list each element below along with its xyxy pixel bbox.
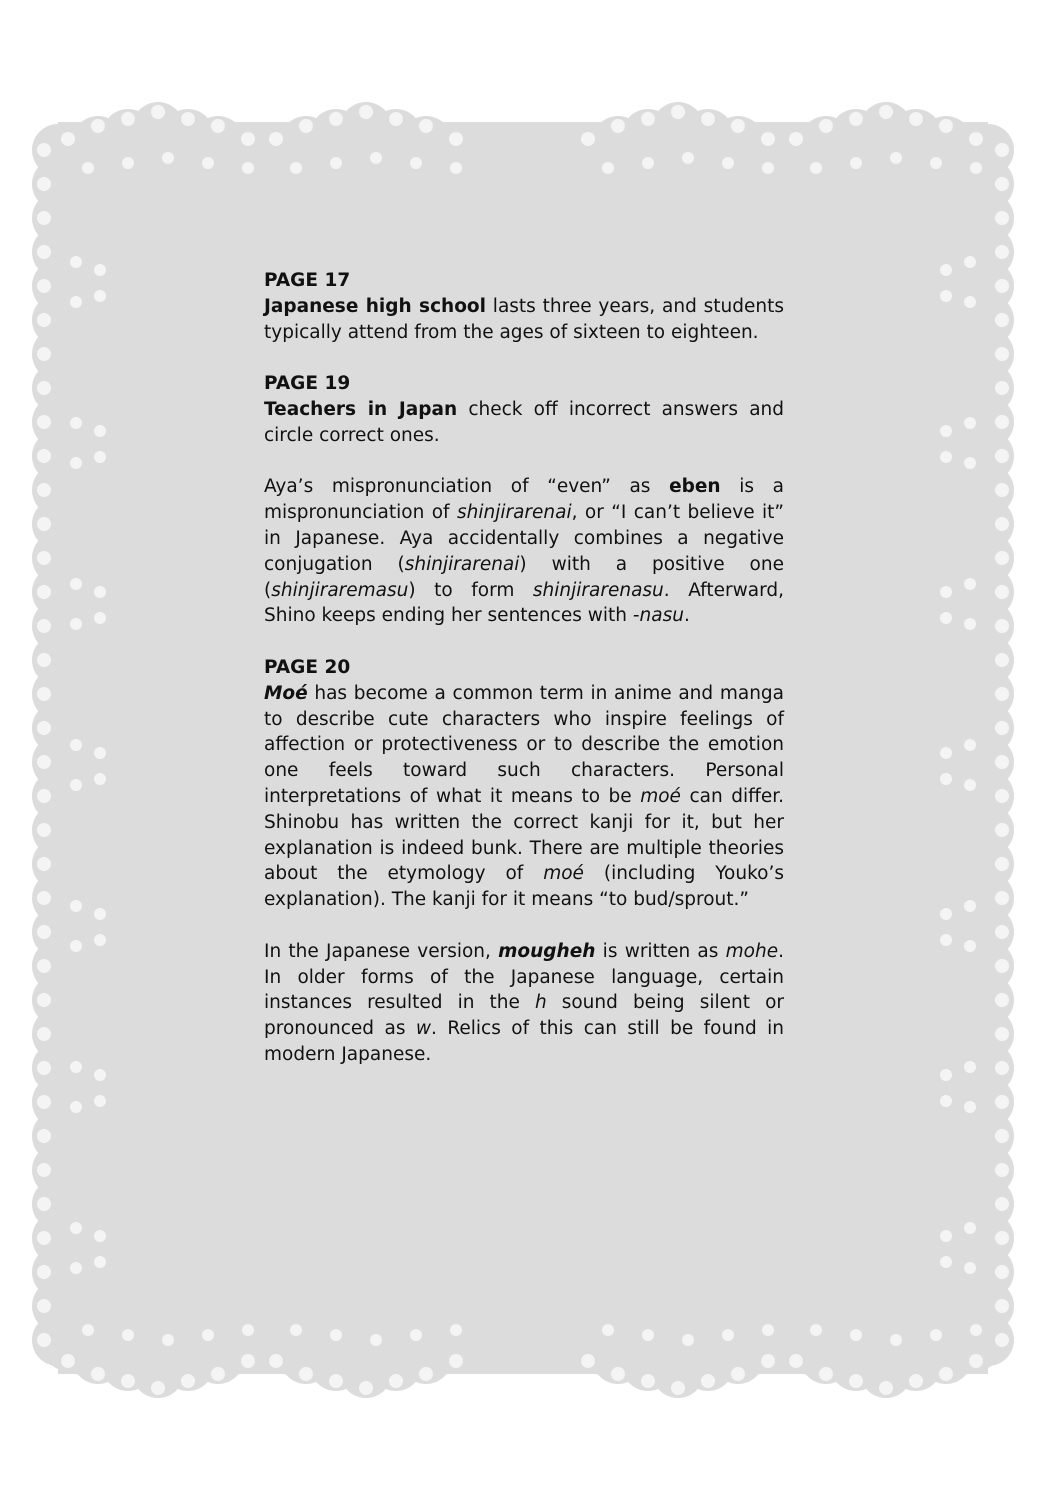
emphasis-term: shinjirarenai — [404, 553, 520, 575]
lace-dot — [37, 1265, 51, 1279]
lace-dot — [810, 162, 822, 174]
lace-dot — [70, 739, 82, 751]
lace-dot — [94, 1069, 106, 1081]
lace-dot — [410, 1329, 422, 1341]
lace-dot — [330, 157, 342, 169]
lace-dot — [995, 891, 1009, 905]
lace-dot — [970, 1324, 982, 1336]
emphasis-term: shinjiraremasu — [271, 579, 409, 601]
lace-dot — [450, 1324, 462, 1336]
emphasis-term: mohe — [725, 940, 779, 962]
lace-dot — [121, 112, 135, 126]
lace-dot — [969, 1354, 983, 1368]
lace-dot — [370, 1334, 382, 1346]
lace-dot — [722, 157, 734, 169]
lace-dot — [419, 1367, 433, 1381]
lace-dot — [202, 157, 214, 169]
lace-dot — [995, 1163, 1009, 1177]
lace-dot — [995, 789, 1009, 803]
lace-dot — [269, 132, 283, 146]
page-heading: PAGE 17 — [264, 270, 351, 291]
lace-dot — [995, 1333, 1009, 1347]
lace-dot — [964, 1222, 976, 1234]
lace-dot — [37, 585, 51, 599]
lace-dot — [94, 747, 106, 759]
lace-dot — [70, 940, 82, 952]
lace-dot — [94, 934, 106, 946]
lace-dot — [995, 551, 1009, 565]
lace-dot — [37, 313, 51, 327]
lace-dot — [789, 1354, 803, 1368]
note-paragraph — [264, 939, 784, 1068]
lace-dot — [940, 612, 952, 624]
lace-dot — [810, 1324, 822, 1336]
emphasis-term: Japanese high school — [264, 295, 486, 317]
lace-dot — [995, 483, 1009, 497]
lace-dot — [37, 1095, 51, 1109]
lace-dot — [70, 618, 82, 630]
lace-dot — [940, 1256, 952, 1268]
lace-dot — [242, 1324, 254, 1336]
lace-dot — [37, 959, 51, 973]
lace-dot — [241, 132, 255, 146]
lace-dot — [211, 1367, 225, 1381]
lace-dot — [940, 1230, 952, 1242]
lace-dot — [995, 177, 1009, 191]
lace-dot — [890, 1334, 902, 1346]
lace-dot — [91, 1367, 105, 1381]
lace-dot — [641, 112, 655, 126]
emphasis-term: Moé — [264, 682, 308, 704]
lace-dot — [995, 959, 1009, 973]
lace-dot — [879, 105, 893, 119]
lace-dot — [70, 1262, 82, 1274]
lace-dot — [930, 1329, 942, 1341]
lace-dot — [940, 908, 952, 920]
lace-dot — [940, 934, 952, 946]
lace-dot — [964, 256, 976, 268]
lace-dot — [964, 457, 976, 469]
lace-dot — [964, 739, 976, 751]
lace-dot — [37, 1197, 51, 1211]
lace-dot — [37, 1061, 51, 1075]
lace-dot — [94, 425, 106, 437]
lace-dot — [940, 290, 952, 302]
lace-dot — [995, 1299, 1009, 1313]
lace-dot — [37, 1027, 51, 1041]
lace-dot — [94, 908, 106, 920]
lace-dot — [819, 119, 833, 133]
lace-dot — [995, 143, 1009, 157]
lace-dot — [940, 264, 952, 276]
lace-dot — [671, 1381, 685, 1395]
emphasis-term: moé — [640, 785, 681, 807]
lace-dot — [701, 112, 715, 126]
lace-dot — [762, 162, 774, 174]
lace-dot — [581, 1354, 595, 1368]
lace-dot — [995, 823, 1009, 837]
lace-dot — [162, 152, 174, 164]
lace-dot — [37, 1299, 51, 1313]
lace-dot — [70, 256, 82, 268]
lace-dot — [671, 105, 685, 119]
text-run: is a mispronunciation of — [264, 476, 784, 524]
lace-dot — [94, 586, 106, 598]
lace-dot — [450, 162, 462, 174]
lace-dot — [241, 1354, 255, 1368]
lace-dot — [269, 1354, 283, 1368]
emphasis-term: eben — [669, 476, 721, 498]
lace-dot — [94, 451, 106, 463]
lace-dot — [37, 279, 51, 293]
lace-dot — [37, 347, 51, 361]
lace-dot — [939, 119, 953, 133]
lace-dot — [642, 1329, 654, 1341]
lace-dot — [995, 721, 1009, 735]
emphasis-term: shinjirarenai — [456, 502, 572, 524]
lace-dot — [94, 773, 106, 785]
lace-dot — [70, 578, 82, 590]
lace-dot — [94, 612, 106, 624]
lace-dot — [82, 1324, 94, 1336]
lace-dot — [389, 112, 403, 126]
text-run: In the Japanese version, — [264, 940, 499, 962]
text-run: check off incorrect answers and circle correct ones. — [264, 398, 784, 446]
emphasis-term: moé — [543, 863, 584, 885]
text-run: has become a common term in anime and manga to describe cute characters who inspire feelings of affection or protectiveness or to describe the emotion one feels toward such characters. Personal interpretations of what it means to be — [264, 682, 784, 807]
lace-dot — [37, 1129, 51, 1143]
lace-dot — [940, 773, 952, 785]
lace-dot — [995, 585, 1009, 599]
text-run: ) with a positive one ( — [264, 553, 784, 601]
lace-dot — [37, 143, 51, 157]
lace-dot — [909, 1374, 923, 1388]
lace-dot — [37, 755, 51, 769]
note-paragraph — [264, 294, 784, 346]
text-run: ) to form — [408, 579, 533, 601]
lace-dot — [70, 779, 82, 791]
lace-dot — [995, 517, 1009, 531]
lace-dot — [602, 1324, 614, 1336]
lace-dot — [37, 1163, 51, 1177]
lace-dot — [37, 993, 51, 1007]
text-run: can differ. Shinobu has written the correct kanji for it, but her explanation is indeed bunk. There are multiple theories about the etymology of — [264, 785, 785, 885]
lace-dot — [449, 1354, 463, 1368]
lace-dot — [37, 517, 51, 531]
lace-dot — [939, 1367, 953, 1381]
lace-dot — [850, 1329, 862, 1341]
lace-dot — [70, 1222, 82, 1234]
lace-dot — [789, 132, 803, 146]
lace-dot — [410, 157, 422, 169]
lace-dot — [581, 132, 595, 146]
lace-dot — [964, 1262, 976, 1274]
lace-dot — [94, 1095, 106, 1107]
lace-dot — [995, 925, 1009, 939]
lace-dot — [722, 1329, 734, 1341]
text-run: is written as — [595, 940, 726, 962]
lace-dot — [37, 857, 51, 871]
lace-dot — [37, 1333, 51, 1347]
lace-dot — [940, 451, 952, 463]
section-spacer — [264, 629, 784, 655]
lace-dot — [995, 415, 1009, 429]
paragraph-spacer — [264, 449, 784, 475]
emphasis-term: w — [415, 1018, 432, 1040]
lace-dot — [70, 1061, 82, 1073]
lace-dot — [995, 1197, 1009, 1211]
lace-dot — [330, 1329, 342, 1341]
lace-dot — [359, 105, 373, 119]
lace-dot — [761, 1354, 775, 1368]
lace-dot — [964, 779, 976, 791]
section-spacer — [264, 345, 784, 371]
lace-dot — [37, 721, 51, 735]
lace-dot — [930, 157, 942, 169]
lace-dot — [70, 296, 82, 308]
text-run: Aya’s mispronunciation of “even” as — [264, 476, 670, 498]
lace-dot — [37, 925, 51, 939]
lace-dot — [995, 381, 1009, 395]
text-run: (including Youko’s explanation). The kanji for it means “to bud/sprout.” — [264, 863, 784, 911]
lace-dot — [94, 264, 106, 276]
lace-dot — [995, 245, 1009, 259]
emphasis-term: Teachers in Japan — [264, 398, 458, 420]
lace-dot — [70, 900, 82, 912]
lace-dot — [37, 823, 51, 837]
lace-dot — [964, 900, 976, 912]
lace-dot — [995, 687, 1009, 701]
note-paragraph — [264, 397, 784, 449]
lace-dot — [682, 152, 694, 164]
lace-dot — [849, 112, 863, 126]
lace-dot — [419, 119, 433, 133]
lace-dot — [299, 119, 313, 133]
lace-dot — [731, 119, 745, 133]
lace-dot — [761, 132, 775, 146]
lace-dot — [37, 789, 51, 803]
lace-dot — [37, 891, 51, 905]
lace-dot — [61, 1354, 75, 1368]
lace-dot — [37, 177, 51, 191]
lace-dot — [879, 1381, 893, 1395]
page-heading: PAGE 20 — [264, 656, 351, 678]
lace-dot — [995, 653, 1009, 667]
lace-dot — [995, 211, 1009, 225]
lace-dot — [964, 1101, 976, 1113]
lace-dot — [940, 1095, 952, 1107]
lace-dot — [70, 417, 82, 429]
lace-dot — [91, 119, 105, 133]
lace-dot — [995, 313, 1009, 327]
lace-dot — [299, 1367, 313, 1381]
lace-dot — [940, 586, 952, 598]
lace-dot — [151, 1381, 165, 1395]
lace-dot — [964, 296, 976, 308]
lace-dot — [995, 279, 1009, 293]
lace-dot — [970, 162, 982, 174]
lace-dot — [611, 119, 625, 133]
lace-dot — [940, 1069, 952, 1081]
lace-dot — [964, 578, 976, 590]
lace-dot — [995, 1265, 1009, 1279]
translation-notes — [264, 268, 784, 1068]
lace-dot — [151, 105, 165, 119]
lace-dot — [819, 1367, 833, 1381]
lace-dot — [37, 449, 51, 463]
lace-dot — [849, 1374, 863, 1388]
text-run: . Afterward, Shino keeps ending her sentences with - — [264, 579, 784, 627]
lace-dot — [37, 245, 51, 259]
lace-dot — [731, 1367, 745, 1381]
lace-dot — [602, 162, 614, 174]
lace-dot — [202, 1329, 214, 1341]
lace-dot — [37, 619, 51, 633]
lace-dot — [995, 755, 1009, 769]
lace-dot — [995, 993, 1009, 1007]
lace-dot — [995, 619, 1009, 633]
lace-dot — [370, 152, 382, 164]
lace-dot — [37, 211, 51, 225]
paragraph-spacer — [264, 913, 784, 939]
lace-dot — [37, 687, 51, 701]
lace-dot — [890, 152, 902, 164]
lace-dot — [642, 157, 654, 169]
lace-dot — [995, 1027, 1009, 1041]
lace-dot — [181, 112, 195, 126]
note-paragraph — [264, 474, 784, 629]
lace-dot — [242, 162, 254, 174]
lace-dot — [682, 1334, 694, 1346]
text-run: . — [683, 605, 690, 627]
lace-dot — [359, 1381, 373, 1395]
text-run: sound being silent or pronounced as — [264, 992, 784, 1040]
lace-dot — [82, 162, 94, 174]
lace-dot — [940, 747, 952, 759]
lace-dot — [389, 1374, 403, 1388]
lace-dot — [121, 1374, 135, 1388]
lace-dot — [211, 119, 225, 133]
lace-dot — [37, 381, 51, 395]
lace-dot — [995, 1061, 1009, 1075]
text-run: . Relics of this can still be found in modern Japanese. — [264, 1018, 784, 1065]
lace-dot — [290, 1324, 302, 1336]
lace-dot — [964, 417, 976, 429]
lace-dot — [940, 425, 952, 437]
lace-dot — [995, 347, 1009, 361]
lace-dot — [964, 940, 976, 952]
lace-dot — [61, 132, 75, 146]
lace-dot — [162, 1334, 174, 1346]
lace-dot — [122, 1329, 134, 1341]
lace-dot — [995, 1129, 1009, 1143]
lace-dot — [850, 157, 862, 169]
lace-dot — [37, 653, 51, 667]
lace-dot — [329, 1374, 343, 1388]
emphasis-term: nasu — [639, 605, 684, 627]
lace-dot — [290, 162, 302, 174]
lace-dot — [70, 457, 82, 469]
text-run: lasts three years, and students typically attend from the ages of sixteen to eighteen. — [264, 295, 785, 343]
emphasis-term: h — [534, 992, 547, 1014]
lace-dot — [37, 1231, 51, 1245]
lace-dot — [122, 157, 134, 169]
emphasis-term: shinjirarenasu — [532, 579, 664, 601]
text-run: . In older forms of the Japanese language, certain instances resulted in the — [264, 940, 784, 1014]
emphasis-term: mougheh — [498, 940, 596, 962]
lace-dot — [762, 1324, 774, 1336]
lace-dot — [909, 112, 923, 126]
lace-dot — [181, 1374, 195, 1388]
lace-dot — [995, 1095, 1009, 1109]
lace-dot — [641, 1374, 655, 1388]
text-run: , or “I can’t believe it” in Japanese. Aya accidentally combines a negative conjugation ( — [264, 502, 784, 575]
lace-dot — [94, 1230, 106, 1242]
lace-dot — [995, 857, 1009, 871]
lace-dot — [70, 1101, 82, 1113]
lace-dot — [964, 618, 976, 630]
lace-dot — [995, 1231, 1009, 1245]
lace-dot — [964, 1061, 976, 1073]
lace-dot — [969, 132, 983, 146]
lace-dot — [37, 415, 51, 429]
lace-dot — [701, 1374, 715, 1388]
note-paragraph — [264, 681, 784, 913]
lace-dot — [94, 290, 106, 302]
lace-dot — [37, 483, 51, 497]
lace-dot — [449, 132, 463, 146]
lace-dot — [37, 551, 51, 565]
lace-dot — [94, 1256, 106, 1268]
lace-dot — [995, 449, 1009, 463]
page-heading: PAGE 19 — [264, 373, 351, 395]
lace-dot — [329, 112, 343, 126]
lace-dot — [611, 1367, 625, 1381]
